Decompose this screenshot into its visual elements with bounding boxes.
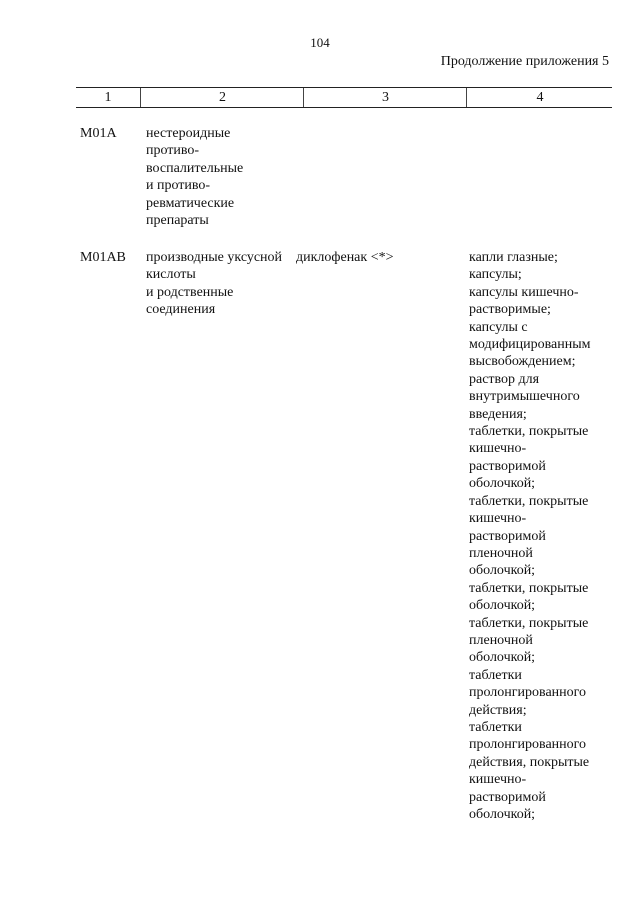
atc-group-name-m01a xyxy=(146,125,243,229)
text-line: и родственные xyxy=(146,284,234,300)
dosage-form-line: пленочной xyxy=(469,632,533,648)
text-line: нестероидные xyxy=(146,126,231,141)
dosage-form-line: растворимые; xyxy=(469,302,551,318)
dosage-form-line: таблетки, покрытые xyxy=(469,493,589,509)
text-line: кислоты xyxy=(146,267,196,283)
text-line: ревматические xyxy=(146,195,235,211)
dosage-form-line: капли глазные; xyxy=(469,250,558,265)
dosage-form-line: оболочкой; xyxy=(469,598,536,614)
atc-code-m01ab: M01AB xyxy=(80,250,126,265)
dosage-form-line: пролонгированного xyxy=(469,685,587,701)
text-line: производные уксусной xyxy=(146,250,283,265)
atc-group-name-m01ab xyxy=(146,249,282,319)
dosage-form-line: растворимой xyxy=(469,458,546,474)
dosage-form-line: пролонгированного xyxy=(469,737,587,753)
continuation-title: Продолжение приложения 5 xyxy=(440,54,609,69)
dosage-form-line: кишечно- xyxy=(469,511,527,527)
dosage-form-line: раствор для xyxy=(469,371,540,387)
dosage-form-line: таблетки xyxy=(469,667,522,683)
atc-code-m01a: M01A xyxy=(80,126,117,141)
text-line: соединения xyxy=(146,302,216,318)
text-line: и противо- xyxy=(146,178,211,194)
dosage-form-line: капсулы с xyxy=(469,319,528,335)
dosage-form-line: оболочкой; xyxy=(469,476,536,492)
table-header-row xyxy=(76,87,612,108)
dosage-form-line: капсулы; xyxy=(469,267,522,283)
dosage-form-line: модифицированным xyxy=(469,337,591,353)
text-line: противо- xyxy=(146,143,200,159)
column-header-2: 2 xyxy=(140,88,304,107)
dosage-form-line: кишечно- xyxy=(469,441,527,457)
text-line: препараты xyxy=(146,213,209,229)
dosage-form-line: растворимой xyxy=(469,789,546,805)
dosage-form-line: внутримышечного xyxy=(469,389,580,405)
dosage-forms-list xyxy=(469,249,591,823)
dosage-form-line: таблетки xyxy=(469,719,522,735)
dosage-form-line: растворимой xyxy=(469,528,546,544)
dosage-form-line: таблетки, покрытые xyxy=(469,424,589,440)
dosage-form-line: оболочкой; xyxy=(469,650,536,666)
dosage-form-line: таблетки, покрытые xyxy=(469,580,589,596)
column-header-3: 3 xyxy=(303,88,467,107)
page-number: 104 xyxy=(310,35,330,50)
column-header-1: 1 xyxy=(104,90,112,105)
dosage-form-line: действия; xyxy=(469,702,527,718)
dosage-form-line: пленочной xyxy=(469,545,533,561)
dosage-form-line: оболочкой; xyxy=(469,563,536,579)
drug-name-diclofenac: диклофенак <*> xyxy=(296,250,394,265)
dosage-form-line: кишечно- xyxy=(469,772,527,788)
dosage-form-line: оболочкой; xyxy=(469,807,536,822)
dosage-form-line: введения; xyxy=(469,406,527,422)
dosage-form-line: капсулы кишечно- xyxy=(469,284,579,300)
column-header-4: 4 xyxy=(466,88,613,107)
text-line: воспалительные xyxy=(146,160,244,176)
dosage-form-line: таблетки, покрытые xyxy=(469,615,589,631)
dosage-form-line: высвобождением; xyxy=(469,354,576,370)
dosage-form-line: действия, покрытые xyxy=(469,754,590,770)
